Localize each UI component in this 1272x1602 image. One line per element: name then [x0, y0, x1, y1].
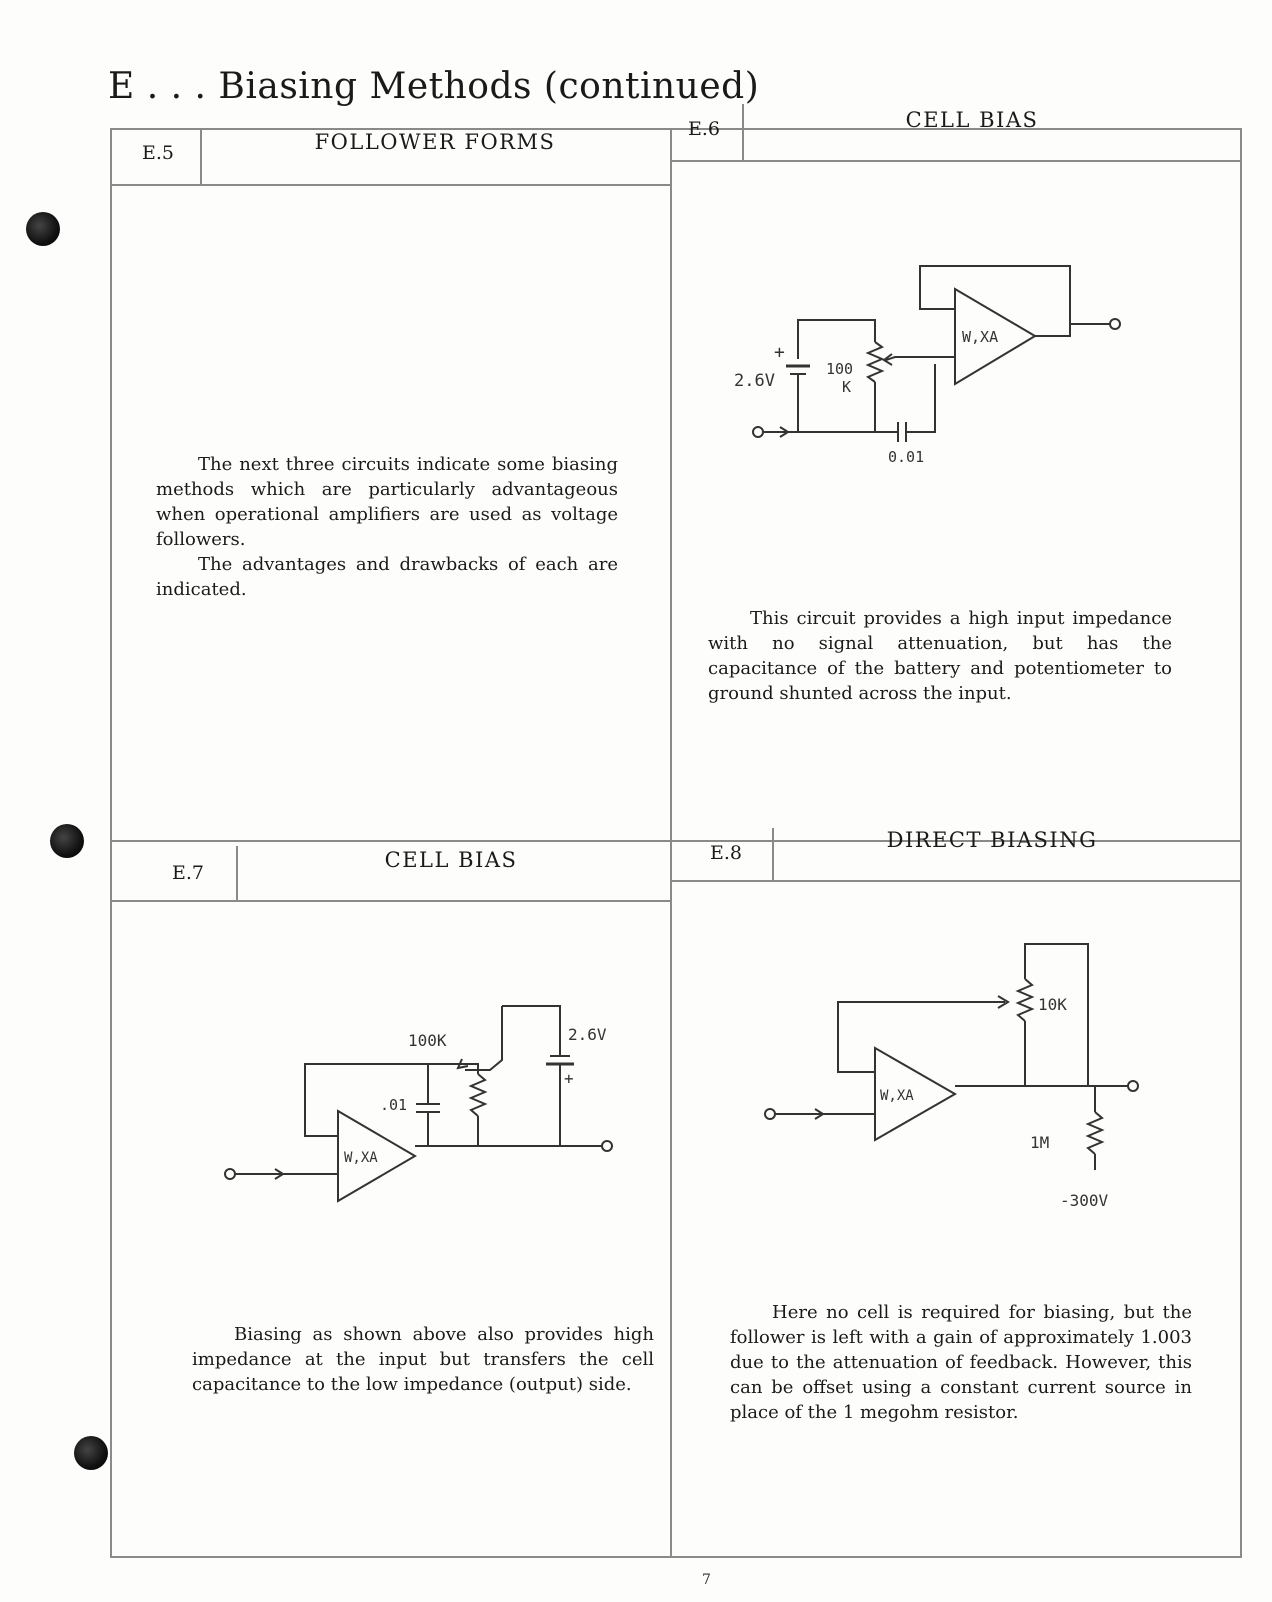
- e7-description: [192, 1322, 654, 1397]
- e6-title: CELL BIAS: [905, 108, 1039, 132]
- e6-number-divider: [742, 104, 744, 160]
- punch-hole-bottom: [74, 1436, 108, 1470]
- page-number: 7: [702, 1572, 711, 1588]
- e7-header-rule: [110, 900, 670, 902]
- grid-divider-vertical: [670, 128, 672, 1558]
- e8-pot-top-wire: [1025, 944, 1088, 1086]
- e8-pot-label: 10K: [1038, 995, 1067, 1014]
- e7-output-terminal: [602, 1141, 612, 1151]
- punch-hole-top: [26, 212, 60, 246]
- e6-pot-label-1: 100: [826, 360, 854, 378]
- e6-opamp-label: W,XA: [962, 328, 999, 346]
- punch-hole-middle: [50, 824, 84, 858]
- e8-paragraph-1: Here no cell is required for biasing, but the follower is left with a gain of approximately 1.003 due to the attenuation of feedback. However, this can be offset using a constant current source in place of the 1 megohm resistor.: [730, 1302, 1192, 1423]
- e8-feedback-wire: [838, 1002, 1005, 1072]
- e7-battery-sign: +: [564, 1069, 574, 1088]
- e5-title: FOLLOWER FORMS: [314, 130, 556, 154]
- e5-paragraph-1: The next three circuits indicate some biasing methods which are particularly advantageous when operational amplifiers are used as voltage followers.: [156, 454, 618, 550]
- e6-description: [708, 606, 1172, 706]
- e8-resistor-1m: [1088, 1112, 1102, 1154]
- e7-title: CELL BIAS: [384, 848, 518, 872]
- e7-pot-label: 100K: [408, 1031, 447, 1050]
- e8-title: DIRECT BIASING: [886, 828, 1098, 852]
- e6-potentiometer: [868, 342, 882, 382]
- e8-resistor-label: 1M: [1030, 1133, 1050, 1152]
- e6-cap-wire: [906, 364, 935, 432]
- e7-opamp-label: W,XA: [344, 1150, 378, 1166]
- e6-feedback-wire: [920, 266, 1070, 336]
- e7-potentiometer: [471, 1074, 485, 1116]
- e8-circuit-diagram: [760, 944, 1160, 1224]
- page-title: E . . . Biasing Methods (continued): [108, 66, 760, 107]
- e6-circuit-diagram: [730, 254, 1130, 464]
- e7-paragraph-1: Biasing as shown above also provides high impedance at the input but transfers the cell capacitance to the low impedance (output) side.: [192, 1324, 654, 1395]
- e6-battery-label: 2.6V: [734, 371, 775, 391]
- e6-paragraph-1: This circuit provides a high input impedance with no signal attenuation, but has the capacitance of the battery and potentiometer to ground shunted across the input.: [708, 608, 1172, 704]
- e8-description: [730, 1300, 1192, 1425]
- e6-number: E.6: [688, 118, 720, 140]
- e7-pot-wiper: [465, 1006, 502, 1070]
- e8-output-terminal: [1128, 1081, 1138, 1091]
- e5-paragraph-2: The advantages and drawbacks of each are indicated.: [156, 554, 618, 600]
- e8-opamp-label: W,XA: [880, 1088, 914, 1104]
- e5-header-rule: [110, 184, 670, 186]
- e7-number: E.7: [172, 862, 204, 884]
- e8-supply-label: -300V: [1060, 1191, 1109, 1210]
- e6-output-terminal: [1110, 319, 1120, 329]
- e6-pot-label-2: K: [842, 378, 852, 396]
- e6-input-terminal: [753, 427, 763, 437]
- e7-battery-label: 2.6V: [568, 1025, 607, 1044]
- e6-header-rule: [670, 160, 1242, 162]
- e8-header-rule: [670, 880, 1242, 882]
- e5-number-divider: [200, 128, 202, 184]
- e6-pot-wiper: [886, 357, 955, 360]
- e7-battery-top-wire: [502, 1006, 560, 1056]
- e8-number: E.8: [710, 842, 742, 864]
- e7-cap-label: .01: [380, 1096, 408, 1114]
- e6-battery-sign: +: [774, 342, 785, 363]
- e5-number: E.5: [142, 142, 174, 164]
- e7-number-divider: [236, 846, 238, 900]
- e6-cap-label: 0.01: [888, 448, 925, 466]
- e6-top-wire: [798, 320, 875, 359]
- e7-circuit-diagram: [220, 996, 640, 1216]
- e7-input-terminal: [225, 1169, 235, 1179]
- e5-description: [156, 452, 618, 602]
- e8-input-terminal: [765, 1109, 775, 1119]
- e8-number-divider: [772, 828, 774, 880]
- e8-potentiometer: [1018, 979, 1032, 1021]
